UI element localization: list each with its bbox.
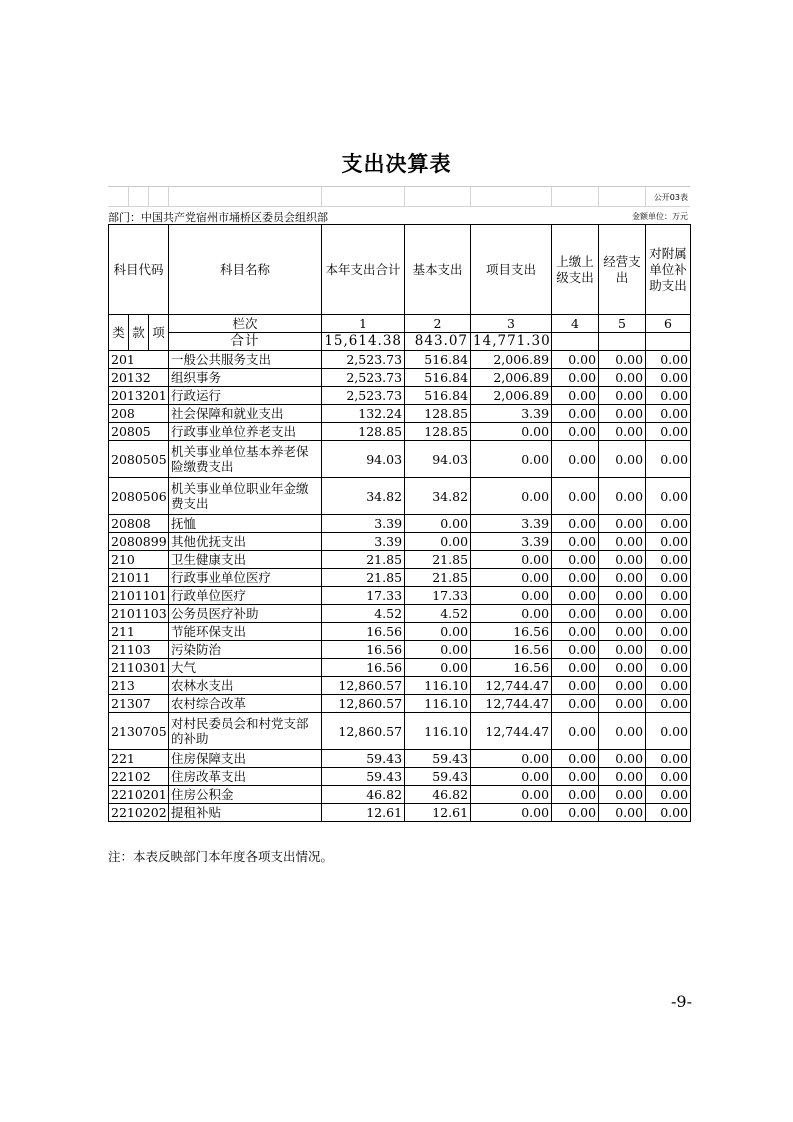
cell-project: 0.00 bbox=[471, 786, 552, 804]
cell-subsidy: 0.00 bbox=[646, 369, 691, 387]
cell-subsidy: 0.00 bbox=[646, 623, 691, 641]
cell-basic: 116.10 bbox=[405, 695, 471, 713]
total-operating bbox=[599, 333, 646, 351]
cell-subsidy: 0.00 bbox=[646, 587, 691, 605]
table-body bbox=[109, 351, 691, 822]
cell-basic: 516.84 bbox=[405, 369, 471, 387]
form-code-row bbox=[108, 186, 690, 206]
cell-name: 其他优抚支出 bbox=[169, 533, 322, 551]
form-code: 公开03表 bbox=[653, 193, 688, 202]
cell-upper: 0.00 bbox=[552, 405, 599, 423]
cell-code: 2013201 bbox=[109, 387, 169, 405]
table-row bbox=[109, 605, 691, 623]
cell-total: 12,860.57 bbox=[322, 713, 405, 750]
cell-basic: 116.10 bbox=[405, 677, 471, 695]
col-number-1: 1 bbox=[322, 315, 405, 333]
col-number-5: 5 bbox=[599, 315, 646, 333]
cell-total: 2,523.73 bbox=[322, 387, 405, 405]
cell-upper: 0.00 bbox=[552, 369, 599, 387]
total-label: 合计 bbox=[169, 333, 322, 351]
cell-name: 住房保障支出 bbox=[169, 750, 322, 768]
cell-name: 节能环保支出 bbox=[169, 623, 322, 641]
cell-operating: 0.00 bbox=[599, 677, 646, 695]
cell-operating: 0.00 bbox=[599, 623, 646, 641]
cell-code: 2101103 bbox=[109, 605, 169, 623]
total-upper bbox=[552, 333, 599, 351]
table-row bbox=[109, 405, 691, 423]
cell-operating: 0.00 bbox=[599, 351, 646, 369]
table-row bbox=[109, 478, 691, 515]
cell-operating: 0.00 bbox=[599, 369, 646, 387]
cell-code: 2080506 bbox=[109, 478, 169, 515]
cell-name: 行政事业单位养老支出 bbox=[169, 423, 322, 441]
cell-code: 2080505 bbox=[109, 441, 169, 478]
cell-basic: 21.85 bbox=[405, 569, 471, 587]
cell-upper: 0.00 bbox=[552, 768, 599, 786]
cell-project: 2,006.89 bbox=[471, 387, 552, 405]
cell-basic: 516.84 bbox=[405, 351, 471, 369]
cell-subsidy: 0.00 bbox=[646, 659, 691, 677]
table-row bbox=[109, 804, 691, 822]
cell-subsidy: 0.00 bbox=[646, 405, 691, 423]
table-row bbox=[109, 369, 691, 387]
cell-name: 行政运行 bbox=[169, 387, 322, 405]
cell-project: 0.00 bbox=[471, 768, 552, 786]
cell-project: 3.39 bbox=[471, 533, 552, 551]
header-row bbox=[109, 225, 691, 315]
cell-basic: 128.85 bbox=[405, 423, 471, 441]
cell-total: 12,860.57 bbox=[322, 677, 405, 695]
cell-name: 农村综合改革 bbox=[169, 695, 322, 713]
cell-name: 大气 bbox=[169, 659, 322, 677]
cell-subsidy: 0.00 bbox=[646, 569, 691, 587]
cell-name: 对村民委员会和村党支部的补助 bbox=[169, 713, 322, 750]
cell-total: 46.82 bbox=[322, 786, 405, 804]
cell-basic: 4.52 bbox=[405, 605, 471, 623]
cell-subsidy: 0.00 bbox=[646, 695, 691, 713]
cell-code: 221 bbox=[109, 750, 169, 768]
cell-operating: 0.00 bbox=[599, 423, 646, 441]
cell-subsidy: 0.00 bbox=[646, 551, 691, 569]
col-number-6: 6 bbox=[646, 315, 691, 333]
department-label: 部门：中国共产党宿州市埇桥区委员会组织部 bbox=[108, 211, 328, 224]
cell-name: 机关事业单位基本养老保险缴费支出 bbox=[169, 441, 322, 478]
cell-operating: 0.00 bbox=[599, 605, 646, 623]
header-subsidiary-subsidy: 对附属单位补助支出 bbox=[646, 225, 691, 315]
cell-project: 16.56 bbox=[471, 659, 552, 677]
cell-operating: 0.00 bbox=[599, 387, 646, 405]
total-row bbox=[109, 333, 691, 351]
col-number-2: 2 bbox=[405, 315, 471, 333]
header-project-expense: 项目支出 bbox=[471, 225, 552, 315]
table-row bbox=[109, 423, 691, 441]
total-subsidy bbox=[646, 333, 691, 351]
cell-upper: 0.00 bbox=[552, 677, 599, 695]
cell-total: 17.33 bbox=[322, 587, 405, 605]
table-row bbox=[109, 786, 691, 804]
cell-code: 21011 bbox=[109, 569, 169, 587]
cell-basic: 0.00 bbox=[405, 659, 471, 677]
cell-upper: 0.00 bbox=[552, 587, 599, 605]
cell-operating: 0.00 bbox=[599, 786, 646, 804]
cell-upper: 0.00 bbox=[552, 387, 599, 405]
amount-unit-label: 金额单位：万元 bbox=[632, 212, 688, 221]
cell-total: 16.56 bbox=[322, 623, 405, 641]
expense-table bbox=[108, 224, 691, 822]
cell-subsidy: 0.00 bbox=[646, 713, 691, 750]
cell-project: 0.00 bbox=[471, 423, 552, 441]
cell-upper: 0.00 bbox=[552, 713, 599, 750]
cell-upper: 0.00 bbox=[552, 441, 599, 478]
cell-project: 2,006.89 bbox=[471, 369, 552, 387]
table-row bbox=[109, 515, 691, 533]
cell-subsidy: 0.00 bbox=[646, 641, 691, 659]
cell-name: 住房公积金 bbox=[169, 786, 322, 804]
table-row bbox=[109, 533, 691, 551]
cell-total: 21.85 bbox=[322, 551, 405, 569]
cell-total: 12.61 bbox=[322, 804, 405, 822]
cell-operating: 0.00 bbox=[599, 804, 646, 822]
cell-upper: 0.00 bbox=[552, 569, 599, 587]
cell-project: 0.00 bbox=[471, 551, 552, 569]
col-number-3: 3 bbox=[471, 315, 552, 333]
cell-total: 2,523.73 bbox=[322, 369, 405, 387]
column-order-row bbox=[109, 315, 691, 333]
cell-code: 211 bbox=[109, 623, 169, 641]
cell-basic: 0.00 bbox=[405, 515, 471, 533]
cell-upper: 0.00 bbox=[552, 623, 599, 641]
cell-upper: 0.00 bbox=[552, 786, 599, 804]
cell-total: 34.82 bbox=[322, 478, 405, 515]
table-row bbox=[109, 713, 691, 750]
cell-total: 3.39 bbox=[322, 533, 405, 551]
cell-basic: 516.84 bbox=[405, 387, 471, 405]
cell-code: 2101101 bbox=[109, 587, 169, 605]
cell-operating: 0.00 bbox=[599, 405, 646, 423]
cell-upper: 0.00 bbox=[552, 750, 599, 768]
header-total-expense: 本年支出合计 bbox=[322, 225, 405, 315]
cell-basic: 46.82 bbox=[405, 786, 471, 804]
cell-operating: 0.00 bbox=[599, 768, 646, 786]
cell-total: 128.85 bbox=[322, 423, 405, 441]
cell-upper: 0.00 bbox=[552, 515, 599, 533]
cell-code: 2110301 bbox=[109, 659, 169, 677]
cell-code: 22102 bbox=[109, 768, 169, 786]
cell-total: 3.39 bbox=[322, 515, 405, 533]
cell-subsidy: 0.00 bbox=[646, 423, 691, 441]
col-number-4: 4 bbox=[552, 315, 599, 333]
cell-basic: 94.03 bbox=[405, 441, 471, 478]
table-row bbox=[109, 768, 691, 786]
cell-project: 3.39 bbox=[471, 515, 552, 533]
cell-code: 2080899 bbox=[109, 533, 169, 551]
page-title: 支出决算表 bbox=[341, 152, 452, 176]
department-row bbox=[108, 206, 690, 224]
table-row bbox=[109, 387, 691, 405]
cell-basic: 128.85 bbox=[405, 405, 471, 423]
cell-upper: 0.00 bbox=[552, 478, 599, 515]
cell-project: 3.39 bbox=[471, 405, 552, 423]
header-kuan: 款 bbox=[129, 315, 149, 351]
cell-subsidy: 0.00 bbox=[646, 786, 691, 804]
cell-project: 12,744.47 bbox=[471, 695, 552, 713]
cell-basic: 17.33 bbox=[405, 587, 471, 605]
cell-total: 94.03 bbox=[322, 441, 405, 478]
cell-subsidy: 0.00 bbox=[646, 515, 691, 533]
table-row bbox=[109, 659, 691, 677]
cell-basic: 12.61 bbox=[405, 804, 471, 822]
header-upper-payment: 上缴上级支出 bbox=[552, 225, 599, 315]
cell-operating: 0.00 bbox=[599, 695, 646, 713]
cell-project: 0.00 bbox=[471, 569, 552, 587]
cell-total: 16.56 bbox=[322, 659, 405, 677]
cell-total: 59.43 bbox=[322, 768, 405, 786]
cell-code: 2210201 bbox=[109, 786, 169, 804]
table-row bbox=[109, 351, 691, 369]
table-row bbox=[109, 551, 691, 569]
header-lei: 类 bbox=[109, 315, 129, 351]
cell-operating: 0.00 bbox=[599, 659, 646, 677]
cell-project: 0.00 bbox=[471, 441, 552, 478]
cell-name: 社会保障和就业支出 bbox=[169, 405, 322, 423]
cell-code: 21103 bbox=[109, 641, 169, 659]
cell-subsidy: 0.00 bbox=[646, 387, 691, 405]
cell-name: 农林水支出 bbox=[169, 677, 322, 695]
cell-total: 59.43 bbox=[322, 750, 405, 768]
cell-upper: 0.00 bbox=[552, 551, 599, 569]
cell-operating: 0.00 bbox=[599, 478, 646, 515]
expense-table-wrapper bbox=[108, 186, 690, 822]
cell-operating: 0.00 bbox=[599, 533, 646, 551]
cell-upper: 0.00 bbox=[552, 695, 599, 713]
cell-project: 16.56 bbox=[471, 641, 552, 659]
cell-name: 一般公共服务支出 bbox=[169, 351, 322, 369]
cell-subsidy: 0.00 bbox=[646, 441, 691, 478]
cell-subsidy: 0.00 bbox=[646, 750, 691, 768]
cell-project: 0.00 bbox=[471, 804, 552, 822]
table-row bbox=[109, 695, 691, 713]
cell-name: 抚恤 bbox=[169, 515, 322, 533]
cell-operating: 0.00 bbox=[599, 641, 646, 659]
cell-code: 208 bbox=[109, 405, 169, 423]
header-basic-expense: 基本支出 bbox=[405, 225, 471, 315]
cell-upper: 0.00 bbox=[552, 533, 599, 551]
cell-name: 提租补贴 bbox=[169, 804, 322, 822]
cell-project: 0.00 bbox=[471, 587, 552, 605]
cell-upper: 0.00 bbox=[552, 351, 599, 369]
cell-code: 2130705 bbox=[109, 713, 169, 750]
table-row bbox=[109, 623, 691, 641]
cell-upper: 0.00 bbox=[552, 641, 599, 659]
table-row bbox=[109, 587, 691, 605]
cell-subsidy: 0.00 bbox=[646, 533, 691, 551]
cell-basic: 0.00 bbox=[405, 641, 471, 659]
header-xiang: 项 bbox=[149, 315, 169, 351]
cell-name: 住房改革支出 bbox=[169, 768, 322, 786]
cell-operating: 0.00 bbox=[599, 441, 646, 478]
cell-subsidy: 0.00 bbox=[646, 804, 691, 822]
cell-project: 0.00 bbox=[471, 478, 552, 515]
cell-subsidy: 0.00 bbox=[646, 605, 691, 623]
cell-name: 组织事务 bbox=[169, 369, 322, 387]
cell-operating: 0.00 bbox=[599, 551, 646, 569]
table-row bbox=[109, 677, 691, 695]
cell-subsidy: 0.00 bbox=[646, 351, 691, 369]
cell-upper: 0.00 bbox=[552, 605, 599, 623]
table-note: 注：本表反映部门本年度各项支出情况。 bbox=[108, 849, 334, 864]
cell-operating: 0.00 bbox=[599, 750, 646, 768]
cell-code: 20808 bbox=[109, 515, 169, 533]
total-basic: 843.07 bbox=[405, 333, 471, 351]
cell-upper: 0.00 bbox=[552, 659, 599, 677]
cell-name: 机关事业单位职业年金缴费支出 bbox=[169, 478, 322, 515]
cell-code: 213 bbox=[109, 677, 169, 695]
table-row bbox=[109, 569, 691, 587]
total-total: 15,614.38 bbox=[322, 333, 405, 351]
cell-subsidy: 0.00 bbox=[646, 478, 691, 515]
cell-upper: 0.00 bbox=[552, 804, 599, 822]
cell-project: 12,744.47 bbox=[471, 677, 552, 695]
cell-project: 2,006.89 bbox=[471, 351, 552, 369]
cell-basic: 59.43 bbox=[405, 750, 471, 768]
cell-basic: 59.43 bbox=[405, 768, 471, 786]
cell-project: 16.56 bbox=[471, 623, 552, 641]
cell-upper: 0.00 bbox=[552, 423, 599, 441]
cell-basic: 34.82 bbox=[405, 478, 471, 515]
table-row bbox=[109, 441, 691, 478]
cell-operating: 0.00 bbox=[599, 713, 646, 750]
cell-basic: 0.00 bbox=[405, 533, 471, 551]
cell-code: 201 bbox=[109, 351, 169, 369]
cell-name: 公务员医疗补助 bbox=[169, 605, 322, 623]
header-column-order: 栏次 bbox=[169, 315, 322, 333]
cell-subsidy: 0.00 bbox=[646, 677, 691, 695]
cell-basic: 116.10 bbox=[405, 713, 471, 750]
cell-code: 21307 bbox=[109, 695, 169, 713]
cell-name: 行政事业单位医疗 bbox=[169, 569, 322, 587]
total-project: 14,771.30 bbox=[471, 333, 552, 351]
cell-operating: 0.00 bbox=[599, 587, 646, 605]
cell-project: 12,744.47 bbox=[471, 713, 552, 750]
header-operating-expense: 经营支出 bbox=[599, 225, 646, 315]
cell-code: 20805 bbox=[109, 423, 169, 441]
cell-operating: 0.00 bbox=[599, 515, 646, 533]
table-row bbox=[109, 750, 691, 768]
cell-subsidy: 0.00 bbox=[646, 768, 691, 786]
header-subject-name: 科目名称 bbox=[169, 225, 322, 315]
cell-project: 0.00 bbox=[471, 605, 552, 623]
cell-total: 16.56 bbox=[322, 641, 405, 659]
cell-name: 污染防治 bbox=[169, 641, 322, 659]
cell-total: 12,860.57 bbox=[322, 695, 405, 713]
cell-project: 0.00 bbox=[471, 750, 552, 768]
cell-total: 2,523.73 bbox=[322, 351, 405, 369]
cell-code: 210 bbox=[109, 551, 169, 569]
table-row bbox=[109, 641, 691, 659]
cell-name: 行政单位医疗 bbox=[169, 587, 322, 605]
cell-code: 2210202 bbox=[109, 804, 169, 822]
cell-operating: 0.00 bbox=[599, 569, 646, 587]
cell-name: 卫生健康支出 bbox=[169, 551, 322, 569]
cell-basic: 0.00 bbox=[405, 623, 471, 641]
cell-basic: 21.85 bbox=[405, 551, 471, 569]
cell-total: 4.52 bbox=[322, 605, 405, 623]
cell-total: 132.24 bbox=[322, 405, 405, 423]
header-subject-code: 科目代码 bbox=[109, 225, 169, 315]
cell-code: 20132 bbox=[109, 369, 169, 387]
page-number: -9- bbox=[671, 992, 692, 1011]
cell-total: 21.85 bbox=[322, 569, 405, 587]
